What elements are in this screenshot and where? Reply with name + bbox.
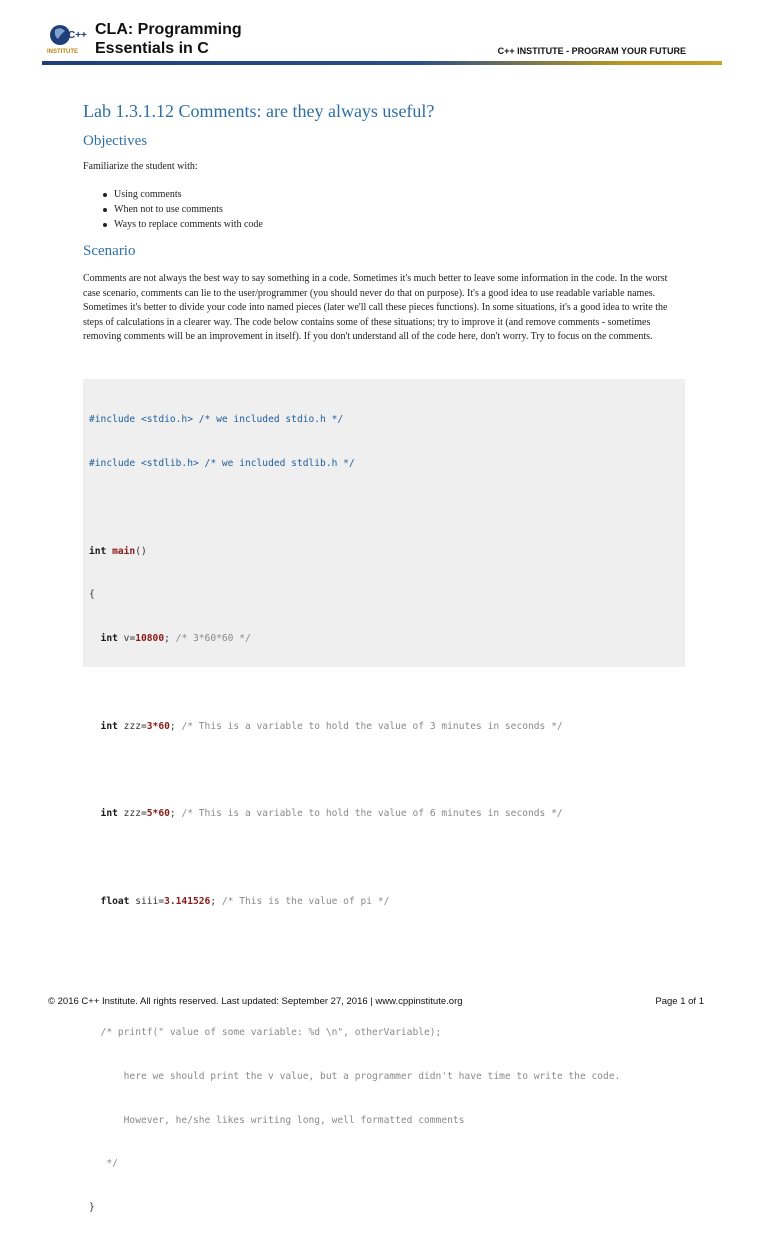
code-line — [89, 939, 620, 954]
header-rule — [42, 61, 722, 65]
code-line: } — [89, 1202, 95, 1214]
cpp-institute-logo — [46, 22, 92, 56]
footer-copyright: © 2016 C++ Institute. All rights reserved. Last updated: September 27, 2016 | www.cppinstitute.org — [48, 996, 463, 1007]
code-line: { — [89, 589, 95, 601]
code-token: /* This is a variable to hold the value of 3 minutes in seconds */ — [175, 720, 563, 732]
code-token: int — [89, 808, 118, 820]
objectives-intro: Familiarize the student with: — [83, 161, 198, 172]
code-token: zzz= — [117, 808, 147, 820]
code-token: v= — [117, 633, 136, 645]
list-item: Ways to replace comments with code — [83, 217, 263, 232]
code-line — [89, 632, 620, 647]
code-token: #include — [89, 414, 136, 426]
code-token: ; — [169, 720, 176, 732]
course-title — [95, 20, 242, 58]
code-token: int — [89, 720, 118, 732]
code-token: <stdio.h> — [135, 414, 193, 426]
objectives-list — [83, 187, 263, 232]
code-token: /* we included stdlib.h */ — [198, 457, 355, 469]
objectives-heading: Objectives — [83, 133, 148, 149]
code-token: #include — [89, 457, 136, 469]
code-line — [89, 807, 620, 822]
code-listing — [89, 384, 620, 1245]
code-line — [89, 676, 620, 691]
code-line — [89, 851, 620, 866]
code-line: */ — [89, 1158, 118, 1170]
list-item: When not to use comments — [83, 202, 263, 217]
code-line — [89, 763, 620, 778]
code-line — [89, 545, 620, 560]
code-line: However, he/she likes writing long, well formatted comments — [89, 1114, 465, 1126]
code-token: /* This is a variable to hold the value of 6 minutes in seconds */ — [175, 808, 563, 820]
code-token: ; — [169, 808, 176, 820]
code-token: main — [112, 545, 136, 557]
code-token: 3.141526 — [164, 895, 211, 907]
code-line — [89, 457, 620, 472]
code-line — [89, 413, 620, 428]
logo-symbol: C++ — [68, 30, 87, 41]
course-title-line2: Essentials in C — [95, 40, 209, 57]
code-line — [89, 720, 620, 735]
code-line — [89, 895, 620, 910]
code-token: siii= — [129, 895, 165, 907]
code-token: float — [89, 895, 130, 907]
code-token: <stdlib.h> — [135, 457, 199, 469]
header-tagline: C++ INSTITUTE - PROGRAM YOUR FUTURE — [497, 46, 686, 56]
logo-text: INSTITUTE — [47, 49, 78, 55]
code-line — [89, 501, 620, 516]
code-token: 5*60 — [146, 808, 170, 820]
footer-page-number: Page 1 of 1 — [655, 996, 704, 1007]
code-token: 3*60 — [146, 720, 170, 732]
code-token: zzz= — [117, 720, 147, 732]
code-token: /* we included stdio.h */ — [192, 414, 344, 426]
code-token: 10800 — [135, 633, 165, 645]
code-line — [89, 982, 620, 997]
page-header — [0, 0, 768, 68]
code-line: /* printf(" value of some variable: %d \n", otherVariable); — [89, 1027, 442, 1039]
code-token: int — [89, 633, 118, 645]
course-title-line1: CLA: Programming — [95, 21, 242, 38]
code-token: () — [135, 545, 147, 557]
code-token: ; — [210, 895, 217, 907]
lab-title: Lab 1.3.1.12 Comments: are they always useful? — [83, 101, 435, 121]
code-line: here we should print the v value, but a programmer didn't have time to write the code. — [89, 1070, 621, 1082]
code-token: ; — [164, 633, 170, 645]
code-token: /* This is the value of pi */ — [216, 895, 390, 907]
lab-content — [83, 100, 685, 343]
code-token: int — [89, 545, 107, 557]
scenario-paragraph: Comments are not always the best way to say something in a code. Sometimes it's much better to leave some information in the code. In the worst case scenario, comments can lie to the user/programmer (you should never do that on purpose). It's a good idea to use readable variable names. Sometimes it's better to divide your code into named pieces (later we'll call these pieces functions). In some situations, it's a good idea to write the steps of calculations in a clearer way. The code below contains some of these situations; try to improve it (and remove comments - sometimes removing comments will be an improvement in itself). If you don't understand all of the code here, don't worry. Try to focus on the comments. — [83, 273, 668, 343]
scenario-heading: Scenario — [83, 243, 136, 259]
code-token: /* 3*60*60 */ — [169, 633, 251, 645]
list-item: Using comments — [83, 187, 263, 202]
